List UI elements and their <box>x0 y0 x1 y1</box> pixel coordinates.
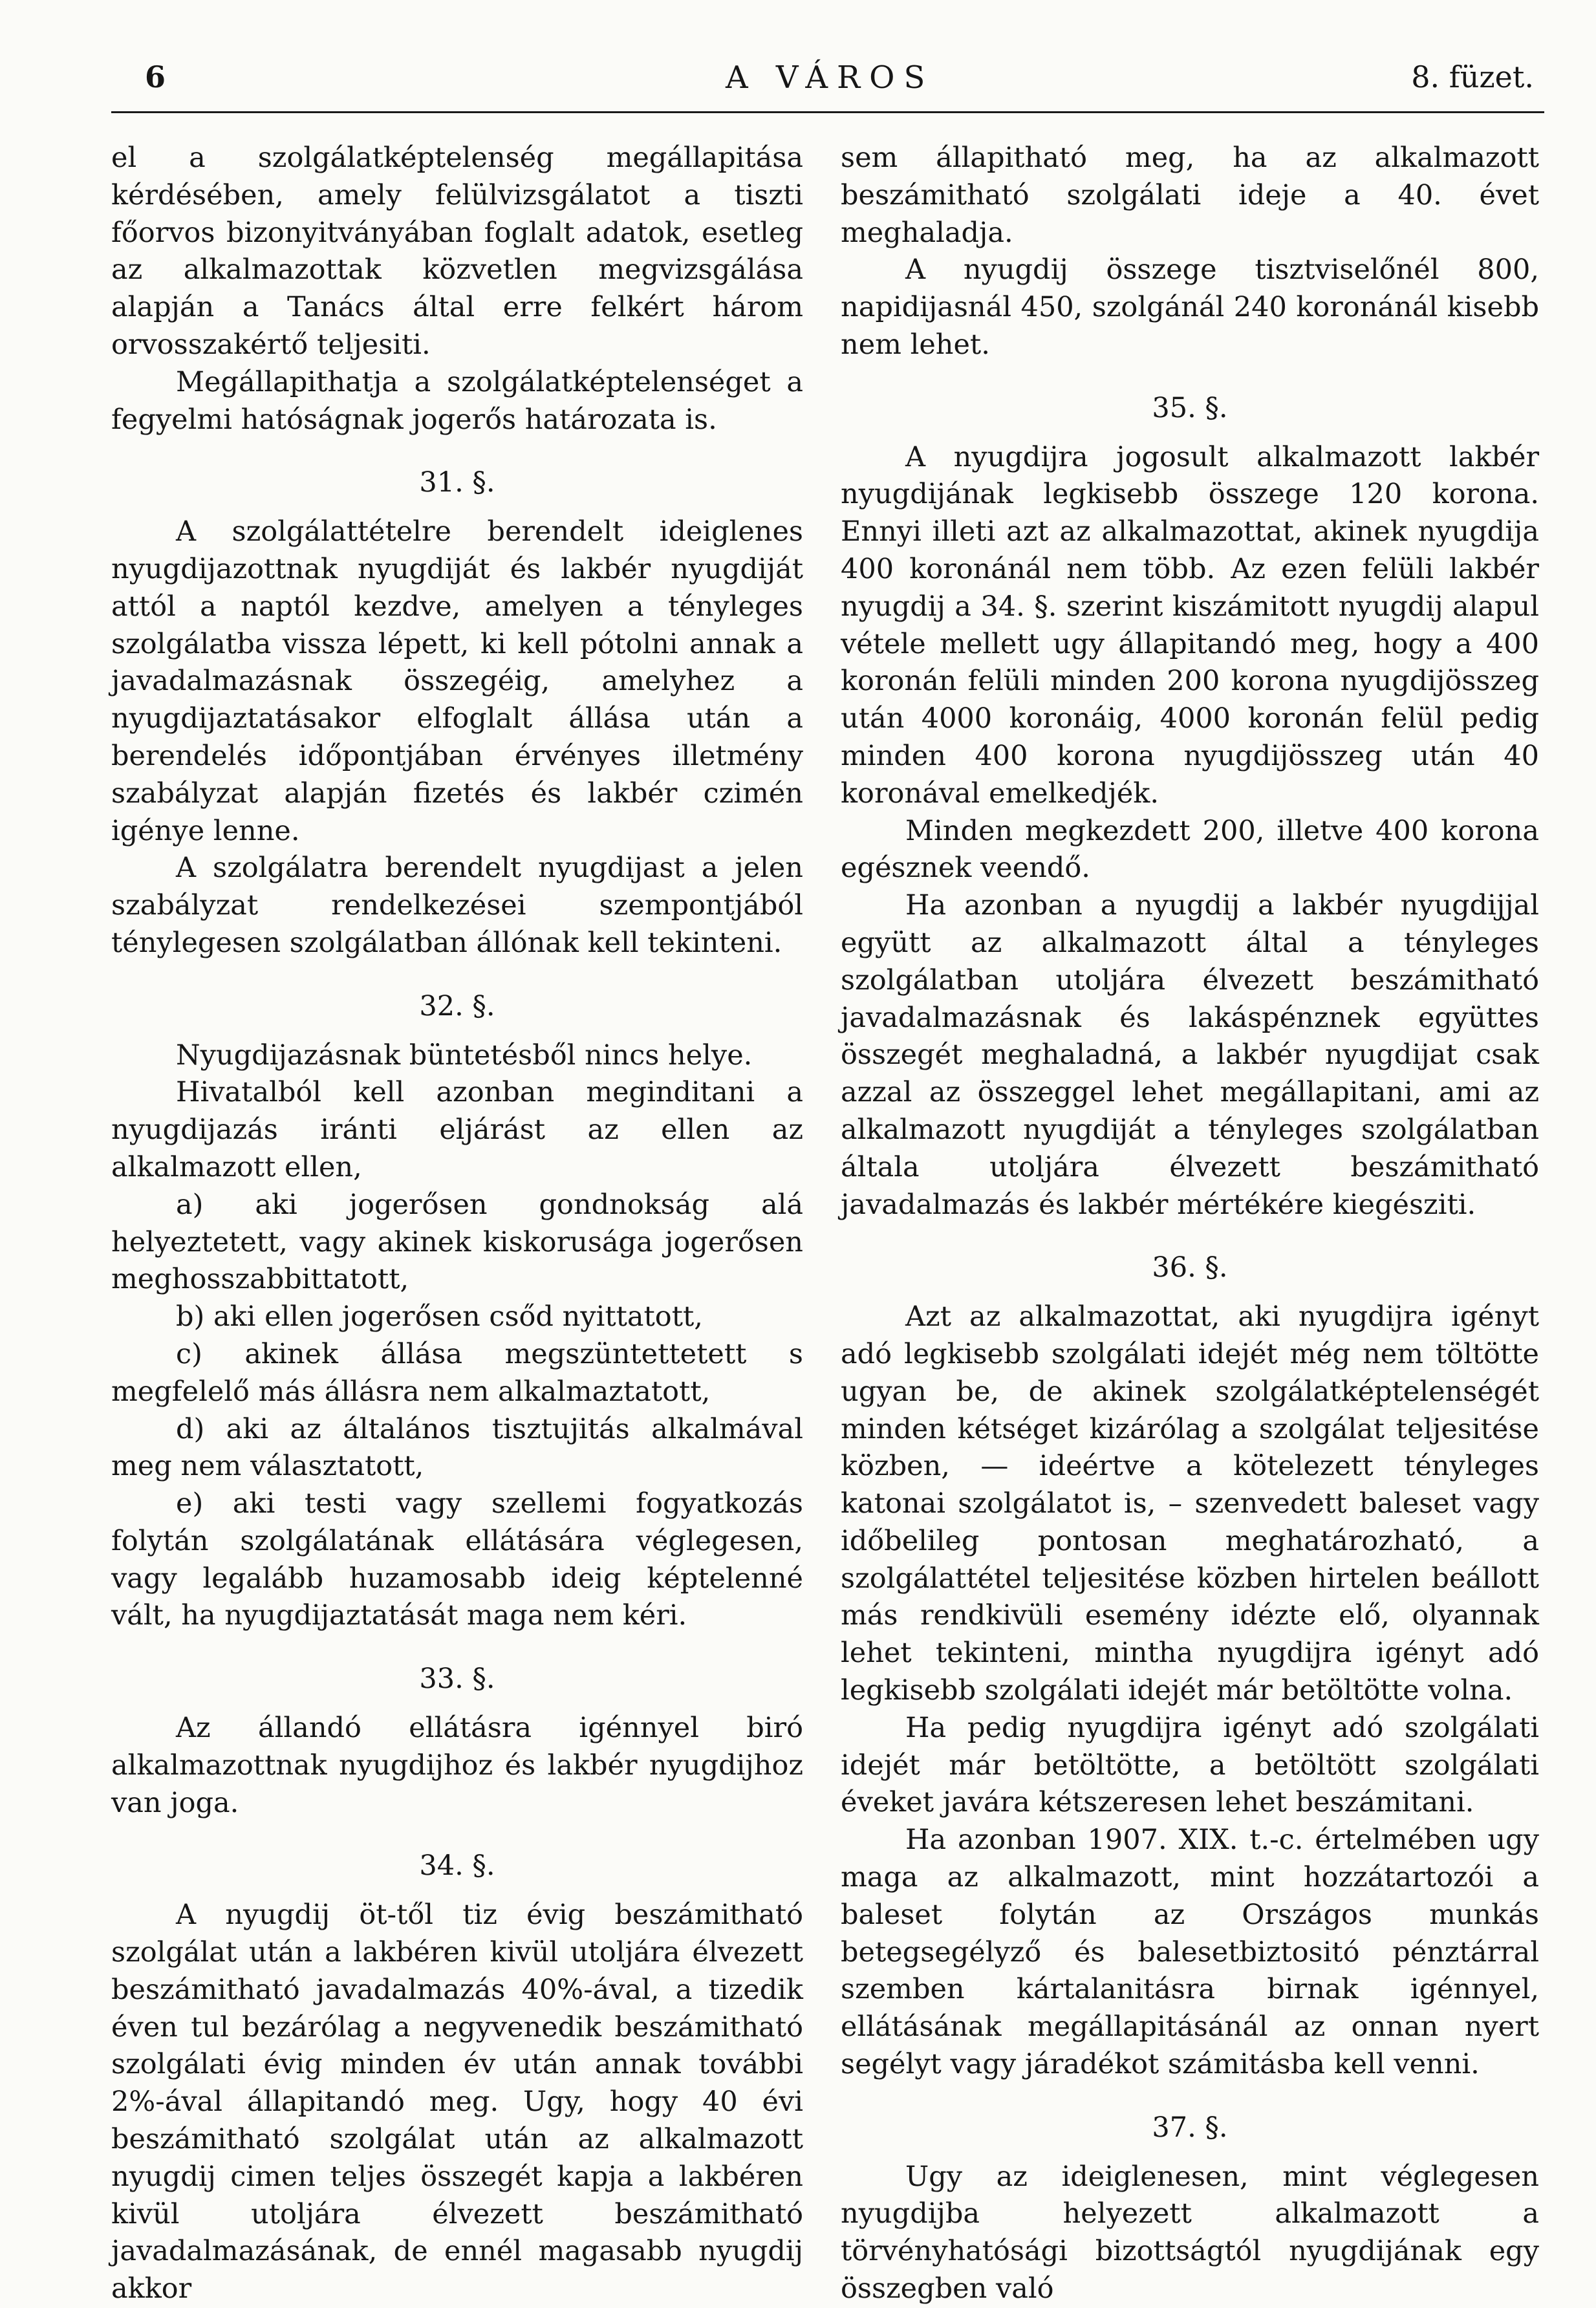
list-item-c: c) akinek állása megszüntettetett s megfelelő más állásra nem alkalmaztatott, <box>111 1337 803 1408</box>
left-column <box>111 140 803 2308</box>
list-item-e: e) aki testi vagy szellemi fogyatkozás folytán szolgálatának ellátására véglegesen, vagy legalább huzamosabb ideig képtelenné vált, ha nyugdijaztatását maga nem kéri. <box>111 1487 803 1632</box>
paragraph: Ha azonban a nyugdij a lakbér nyugdijjal együtt az alkalmazott által a tényleges szolgálatban utoljára élvezett beszámitható javadalmazásnak és lakáspénznek együttes összegét meghaladná, a lakbér nyugdijat csak azzal az összeggel lehet megállapitani, ami az alkalmazott nyugdiját a tényleges szolgálatban általa utoljára élvezett beszámitható javadalmazás és lakbér mértékére kiegésziti. <box>841 889 1539 1221</box>
paragraph: Megállapithatja a szolgálatképtelenséget a fegyelmi hatóságnak jogerős határozata is. <box>111 365 803 436</box>
section-heading-31: 31. §. <box>419 466 495 499</box>
list-item-d: d) aki az általános tisztujitás alkalmával meg nem választatott, <box>111 1412 803 1483</box>
section-heading-35: 35. §. <box>1152 391 1228 424</box>
paragraph: Ugy az ideiglenesen, mint véglegesen nyugdijba helyezett alkalmazott a törvényhatósági bizottságtól nyugdijának egy összegben való <box>841 2160 1539 2305</box>
paragraph: Ha pedig nyugdijra igényt adó szolgálati idejét már betöltötte, a betöltött szolgálati éveket javára kétszeresen lehet beszámitani. <box>841 1711 1539 1819</box>
issue-label: 8. füzet. <box>1411 59 1534 94</box>
section-heading-34: 34. §. <box>419 1850 495 1882</box>
list-item-a: a) aki jogerősen gondnokság alá helyeztetett, vagy akinek kiskorusága jogerősen meghosszabbittatott, <box>111 1188 803 1296</box>
page-number: 6 <box>145 59 166 94</box>
header-divider <box>111 111 1544 113</box>
paragraph: A nyugdij öt-től tiz évig beszámitható szolgálat után a lakbéren kivül utoljára élvezett beszámitható javadalmazás 40%-ával, a tizedik éven tul bezárólag a negyvenedik beszámitható szolgálati évig minden év után annak további 2%-ával állapitandó meg. Ugy, hogy 40 évi beszámitható szolgálat után az alkalmazott nyugdij cimen teljes összegét kapja a lakbéren kivül utoljára élvezett beszámitható javadalmazásának, de ennél magasabb nyugdij akkor <box>111 1899 803 2305</box>
paragraph: A nyugdij összege tisztviselőnél 800, napidijasnál 450, szolgánál 240 koronánál kisebb nem lehet. <box>841 253 1539 361</box>
paragraph: Az állandó ellátásra igénnyel biró alkalmazottnak nyugdijhoz és lakbér nyugdijhoz van joga. <box>111 1712 803 1819</box>
paragraph: Azt az alkalmazottat, aki nyugdijra igényt adó legkisebb szolgálati idejét még nem töltötte ugyan be, de akinek szolgálatképtelenségét minden kétséget kizárólag a szolgálat teljesitése közben, — ideértve a kötelezett tényleges katonai szolgálatot is, – szenvedett baleset vagy időbelileg pontosan meghatározható, a szolgálattétel teljesitése közben hirtelen beállott más rendkivüli esemény idézte elő, olyannak lehet tekinteni, mintha nyugdijra igényt adó legkisebb szolgálati idejét már betöltötte volna. <box>841 1300 1539 1707</box>
section-heading-33: 33. §. <box>419 1663 495 1696</box>
page-header <box>111 59 1534 114</box>
paragraph: el a szolgálatképtelenség megállapitása kérdésében, amely felülvizsgálatot a tiszti főorvos bizonyitványában foglalt adatok, esetleg az alkalmazottak közvetlen megvizsgálása alapján a Tanács által erre felkért három orvosszakértő teljesiti. <box>111 142 803 361</box>
right-column <box>841 140 1539 2308</box>
section-heading-32: 32. §. <box>419 989 495 1022</box>
paragraph: sem állapitható meg, ha az alkalmazott beszámitható szolgálati ideje a 40. évet meghaladja. <box>841 142 1539 249</box>
paragraph: Nyugdijazásnak büntetésből nincs helye. <box>176 1039 753 1072</box>
paragraph: A szolgálattételre berendelt ideiglenes nyugdijazottnak nyugdiját és lakbér nyugdiját attól a naptól kezdve, amelyen a tényleges szolgálatba vissza lépett, ki kell pótolni annak a javadalmazásnak összegéig, amelyhez a nyugdijaztatásakor elfoglalt állása után a berendelés időpontjában érvényes illetmény szabályzat alapján fizetés és lakbér czimén igénye lenne. <box>111 515 803 847</box>
paragraph: Ha azonban 1907. XIX. t.-c. értelmében ugy maga az alkalmazott, mint hozzátartozói a baleset folytán az Országos munkás betegsegélyző és balesetbiztositó pénztárral szemben kártalanitásra birnak igénnyel, ellátásának megállapitásánál az onnan nyert segélyt vagy járadékot számitásba kell venni. <box>841 1824 1539 2081</box>
paragraph: Minden megkezdett 200, illetve 400 korona egésznek veendő. <box>841 814 1539 885</box>
section-heading-36: 36. §. <box>1152 1251 1228 1284</box>
paragraph: A szolgálatra berendelt nyugdijast a jelen szabályzat rendelkezései szempontjából ténylegesen szolgálatban állónak kell tekinteni. <box>111 852 803 959</box>
list-item-b: b) aki ellen jogerősen csőd nyittatott, <box>176 1300 703 1333</box>
section-heading-37: 37. §. <box>1152 2111 1228 2144</box>
publication-title: A VÁROS <box>726 59 934 96</box>
paragraph: A nyugdijra jogosult alkalmazott lakbér nyugdijának legkisebb összege 120 korona. Ennyi illeti azt az alkalmazottat, akinek nyugdija 400 koronánál nem több. Az ezen felüli lakbér nyugdij a 34. §. szerint kiszámitott nyugdij alapul vétele mellett ugy állapitandó meg, hogy a 400 koronán felüli minden 200 korona nyugdijösszeg után 4000 koronáig, 4000 koronán felül pedig minden 400 korona nyugdijösszeg után 40 koronával emelkedjék. <box>841 440 1539 810</box>
paragraph: Hivatalból kell azonban meginditani a nyugdijazás iránti eljárást az ellen az alkalmazott ellen, <box>111 1076 803 1183</box>
